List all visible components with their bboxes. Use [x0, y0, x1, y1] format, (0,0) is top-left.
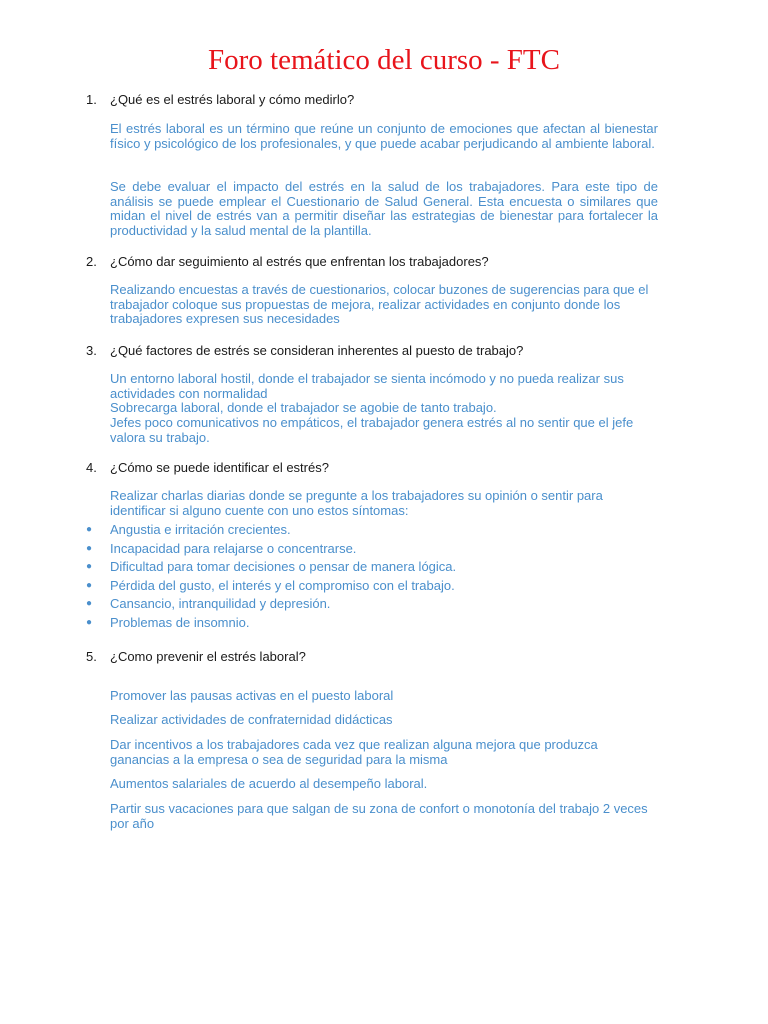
prevention-item: Realizar actividades de confraternidad didácticas: [110, 712, 393, 727]
answer-4-intro: Realizar charlas diarias donde se pregunte a los trabajadores su opinión o sentir para identificar si alguno cuente con uno estos síntomas:: [110, 488, 603, 518]
prevention-item: Aumentos salariales de acuerdo al desempeño laboral.: [110, 776, 428, 791]
bullet-icon: ●: [86, 579, 93, 591]
bullet-icon: ●: [86, 542, 93, 554]
symptom-list-item: [0, 559, 768, 578]
bullet-icon: ●: [86, 598, 93, 610]
question-4-number: 4.: [86, 460, 97, 475]
answer-1-paragraph-1: El estrés laboral es un término que reúne un conjunto de emociones que afectan al bienestar físico y psicológico de los profesionales, y que puede acabar perjudicando al ambiente laboral.: [110, 121, 658, 151]
symptom-list-item: [0, 578, 768, 597]
bullet-icon: ●: [86, 616, 93, 628]
prevention-item: Promover las pausas activas en el puesto laboral: [110, 688, 394, 703]
answer-3-line-2: Sobrecarga laboral, donde el trabajador se agobie de tanto trabajo.: [110, 400, 497, 415]
question-2-number: 2.: [86, 254, 97, 269]
answer-3-line-3: Jefes poco comunicativos no empáticos, el trabajador genera estrés al no sentir que el jefe valora su trabajo.: [110, 415, 634, 445]
prevention-item: Dar incentivos a los trabajadores cada vez que realizan alguna mejora que produzca ganancias a la empresa o sea de seguridad para la misma: [110, 737, 598, 767]
symptom-text: Cansancio, intranquilidad y depresión.: [110, 596, 331, 612]
question-1-number: 1.: [86, 92, 97, 107]
symptom-list-item: [0, 615, 768, 634]
question-2-text: ¿Cómo dar seguimiento al estrés que enfrentan los trabajadores?: [110, 254, 489, 269]
answer-1-paragraph-2: Se debe evaluar el impacto del estrés en la salud de los trabajadores. Para este tipo de análisis se puede emplear el Cuestionario de Salud General. Esta encuesta o similares que midan el nivel de estrés van a permitir diseñar las estrategias de bienestar para fortalecer la productividad y la salud mental de la plantilla.: [110, 179, 658, 238]
answer-3-line-1: Un entorno laboral hostil, donde el trabajador se sienta incómodo y no pueda realizar sus actividades con normalidad: [110, 371, 624, 401]
question-3-number: 3.: [86, 343, 97, 358]
question-1-text: ¿Qué es el estrés laboral y cómo medirlo?: [110, 92, 355, 107]
symptom-list-item: [0, 522, 768, 541]
prevention-item: Partir sus vacaciones para que salgan de su zona de confort o monotonía del trabajo 2 veces por año: [110, 801, 648, 831]
bullet-icon: ●: [86, 561, 93, 573]
answer-2-paragraph: Realizando encuestas a través de cuestionarios, colocar buzones de sugerencias para que el trabajador coloque sus propuestas de mejora, realizar actividades en conjunto donde los trabajadores expresen sus necesidades: [110, 282, 649, 327]
symptom-list-item: [0, 596, 768, 615]
symptom-text: Pérdida del gusto, el interés y el compromiso con el trabajo.: [110, 577, 455, 593]
question-3-text: ¿Qué factores de estrés se consideran inherentes al puesto de trabajo?: [110, 343, 524, 358]
symptom-text: Incapacidad para relajarse o concentrarse.: [110, 540, 357, 556]
question-4-text: ¿Cómo se puede identificar el estrés?: [110, 460, 329, 475]
document-title: Foro temático del curso - FTC: [208, 44, 560, 76]
symptom-text: Problemas de insomnio.: [110, 614, 250, 630]
symptom-list: [0, 522, 768, 634]
symptom-text: Dificultad para tomar decisiones o pensar de manera lógica.: [110, 559, 457, 575]
question-5-number: 5.: [86, 649, 97, 664]
symptom-text: Angustia e irritación crecientes.: [110, 522, 291, 537]
question-5-text: ¿Como prevenir el estrés laboral?: [110, 649, 306, 664]
symptom-list-item: [0, 541, 768, 560]
bullet-icon: ●: [86, 524, 93, 535]
